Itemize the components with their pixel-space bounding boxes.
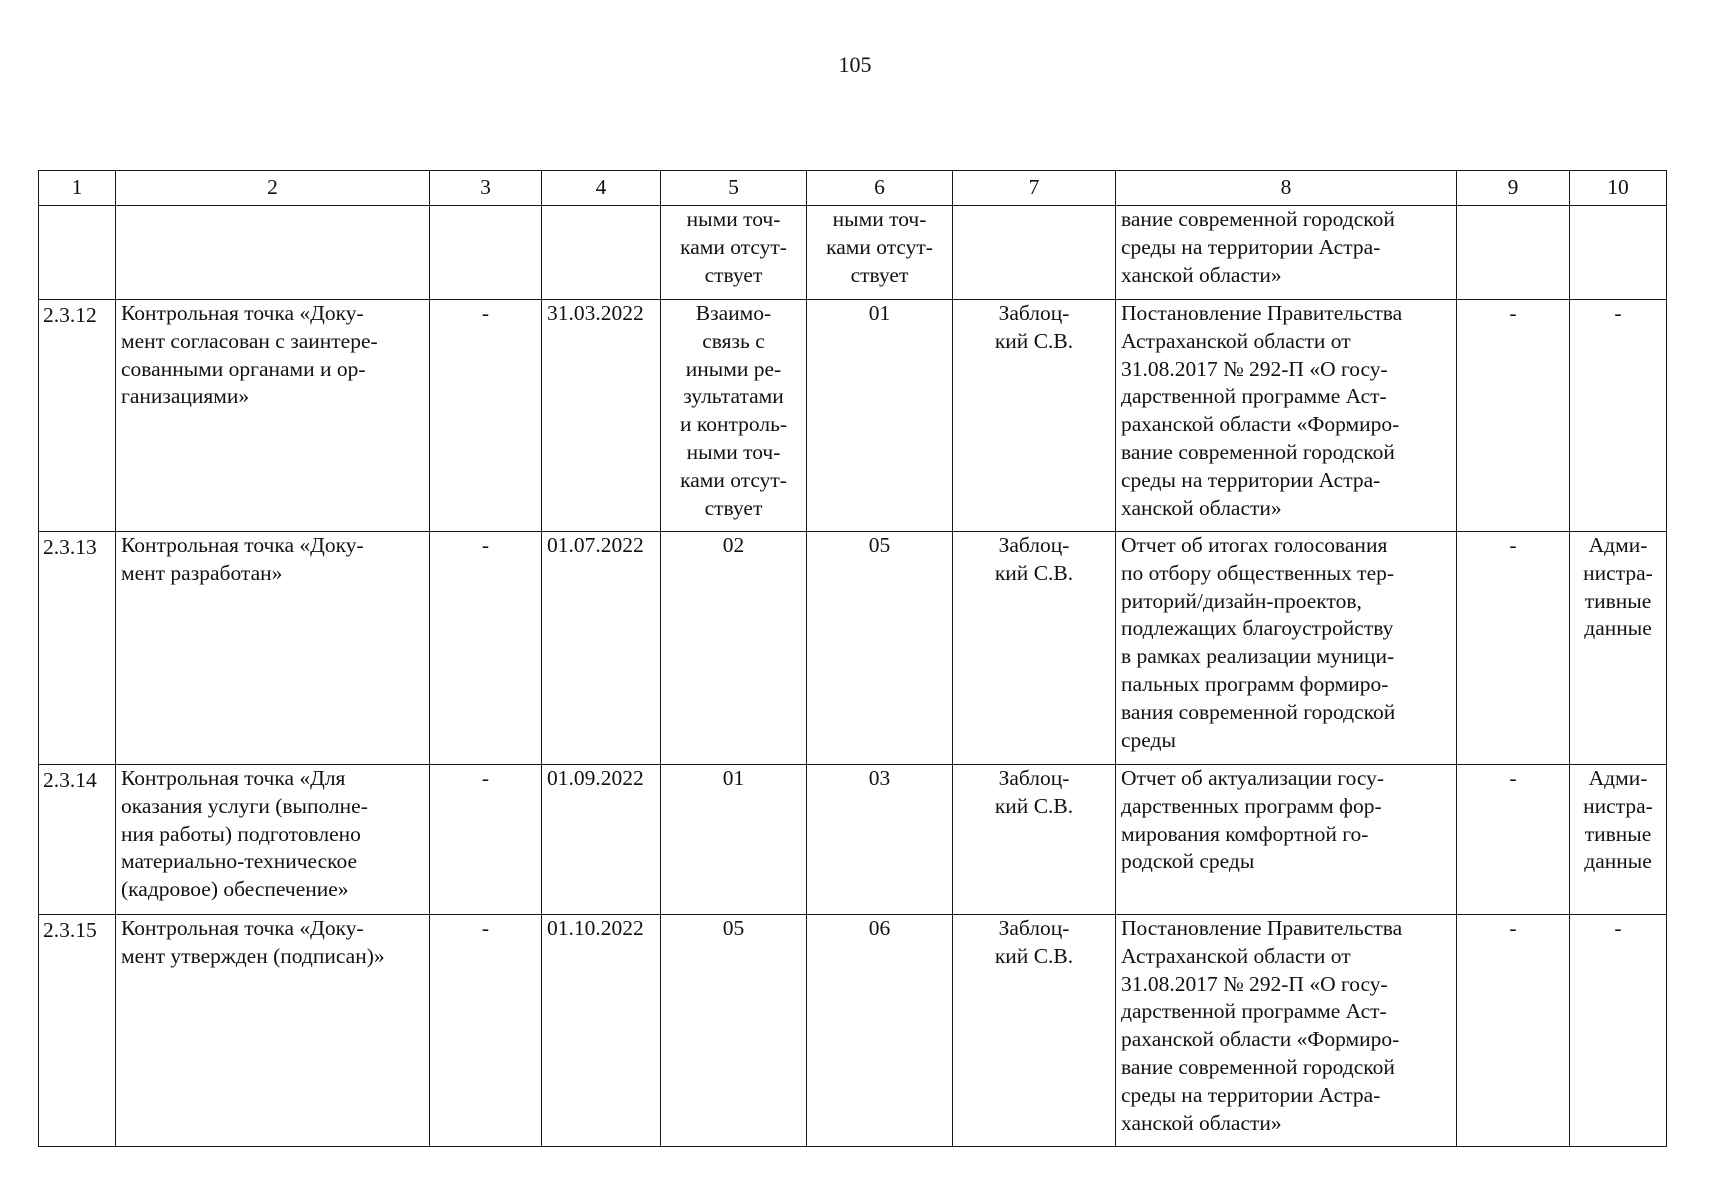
cell-col10: - [1570, 300, 1667, 532]
cell-col3 [430, 206, 542, 300]
row-document: Постановление Правительства Астраханской области от 31.08.2017 № 292-П «О госу- дарственной программе Аст- раханской области «Формиро- вание современной городской среды на территории Астра- ханской области» [1116, 300, 1457, 532]
header-cell: 2 [116, 171, 430, 206]
row-index: 2.3.14 [39, 765, 116, 915]
row-date [542, 206, 661, 300]
row-title: Контрольная точка «Для оказания услуги (выполне- ния работы) подготовлено материально-техническое (кадровое) обеспечение» [116, 765, 430, 915]
header-cell: 3 [430, 171, 542, 206]
cell-col9: - [1457, 532, 1570, 765]
row-title [116, 206, 430, 300]
table-row [39, 532, 1667, 765]
table-row [39, 765, 1667, 915]
cell-col6: 05 [807, 532, 953, 765]
page-number: 105 [838, 52, 872, 77]
row-responsible: Заблоц- кий С.В. [953, 532, 1116, 765]
header-row [39, 171, 1667, 206]
header-cell: 5 [661, 171, 807, 206]
cell-col10: Адми- нистра- тивные данные [1570, 765, 1667, 915]
row-date: 31.03.2022 [542, 300, 661, 532]
table-row [39, 300, 1667, 532]
cell-col6: 03 [807, 765, 953, 915]
cell-col5: 02 [661, 532, 807, 765]
row-responsible: Заблоц- кий С.В. [953, 300, 1116, 532]
row-index: 2.3.12 [39, 300, 116, 532]
row-document: Отчет об итогах голосования по отбору общественных тер- риторий/дизайн-проектов, подлежащих благоустройству в рамках реализации муници- пальных программ формиро- вания современной городской среды [1116, 532, 1457, 765]
cell-col9: - [1457, 300, 1570, 532]
row-responsible: Заблоц- кий С.В. [953, 915, 1116, 1147]
table-row [39, 915, 1667, 1147]
header-cell: 7 [953, 171, 1116, 206]
row-document: вание современной городской среды на территории Астра- ханской области» [1116, 206, 1457, 300]
row-date: 01.10.2022 [542, 915, 661, 1147]
cell-col9: - [1457, 765, 1570, 915]
cell-col3: - [430, 300, 542, 532]
cell-col6: ными точ- ками отсут- ствует [807, 206, 953, 300]
cell-col6: 01 [807, 300, 953, 532]
cell-col5: 05 [661, 915, 807, 1147]
row-document: Постановление Правительства Астраханской области от 31.08.2017 № 292-П «О госу- дарственной программе Аст- раханской области «Формиро- вание современной городской среды на территории Астра- ханской области» [1116, 915, 1457, 1147]
table-row [39, 206, 1667, 300]
control-points-table [38, 170, 1667, 1147]
row-title: Контрольная точка «Доку- мент разработан» [116, 532, 430, 765]
row-index: 2.3.15 [39, 915, 116, 1147]
cell-col3: - [430, 765, 542, 915]
cell-col9: - [1457, 915, 1570, 1147]
row-document: Отчет об актуализации госу- дарственных программ фор- мирования комфортной го- родской среды [1116, 765, 1457, 915]
row-title: Контрольная точка «Доку- мент утвержден (подписан)» [116, 915, 430, 1147]
row-date: 01.09.2022 [542, 765, 661, 915]
header-cell: 9 [1457, 171, 1570, 206]
row-title: Контрольная точка «Доку- мент согласован с заинтере- сованными органами и ор- ганизациями» [116, 300, 430, 532]
cell-col5: Взаимо- связь с иными ре- зультатами и контроль- ными точ- ками отсут- ствует [661, 300, 807, 532]
cell-col9 [1457, 206, 1570, 300]
header-cell: 6 [807, 171, 953, 206]
header-cell: 1 [39, 171, 116, 206]
header-cell: 10 [1570, 171, 1667, 206]
cell-col3: - [430, 532, 542, 765]
row-index [39, 206, 116, 300]
cell-col10 [1570, 206, 1667, 300]
cell-col10: - [1570, 915, 1667, 1147]
cell-col3: - [430, 915, 542, 1147]
cell-col6: 06 [807, 915, 953, 1147]
row-index: 2.3.13 [39, 532, 116, 765]
header-cell: 8 [1116, 171, 1457, 206]
cell-col10: Адми- нистра- тивные данные [1570, 532, 1667, 765]
cell-col5: 01 [661, 765, 807, 915]
row-responsible: Заблоц- кий С.В. [953, 765, 1116, 915]
row-responsible [953, 206, 1116, 300]
header-cell: 4 [542, 171, 661, 206]
cell-col5: ными точ- ками отсут- ствует [661, 206, 807, 300]
row-date: 01.07.2022 [542, 532, 661, 765]
